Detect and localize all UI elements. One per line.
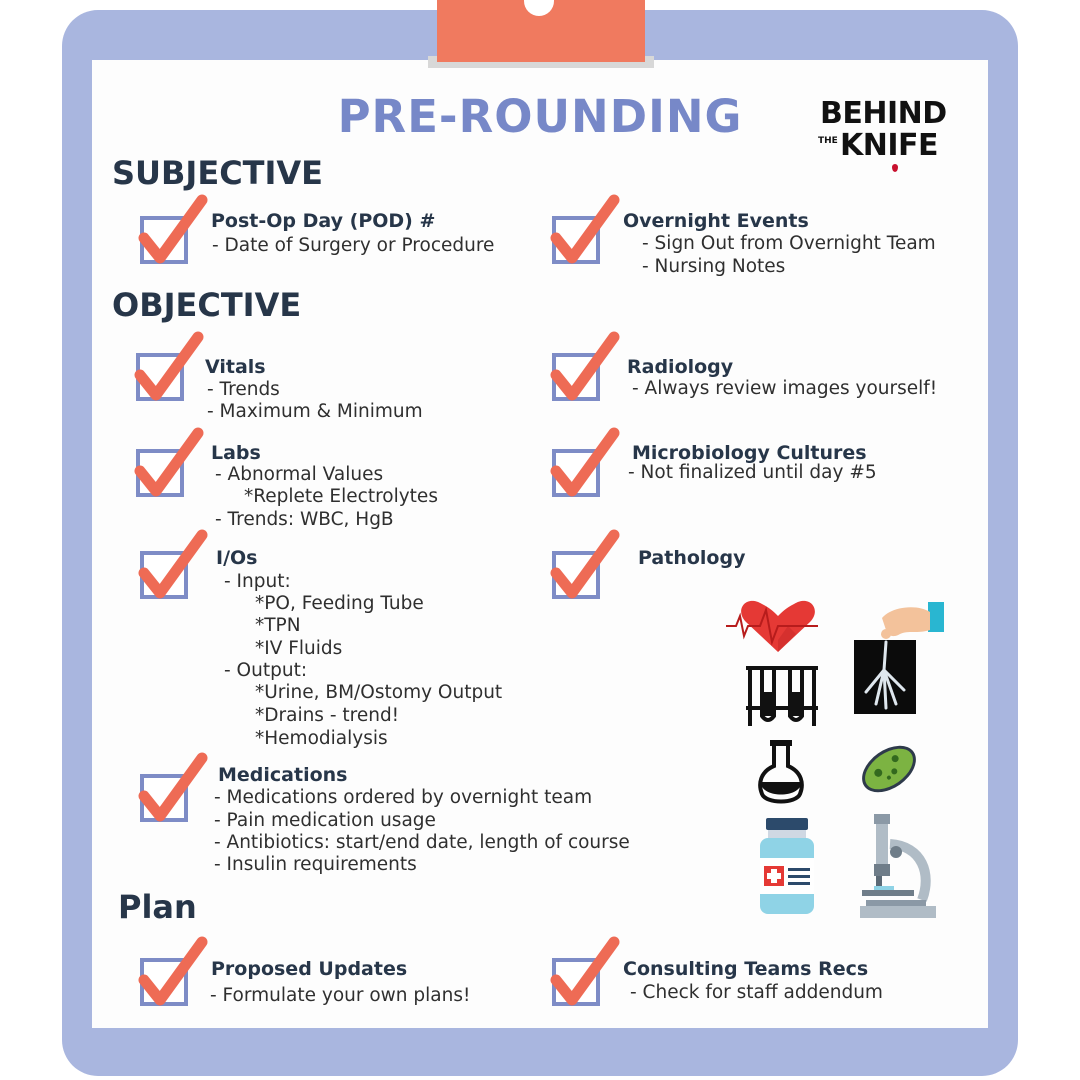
item-detail-line: - Output:: [224, 660, 308, 681]
item-detail-line: - Medications ordered by overnight team: [214, 787, 593, 808]
item-detail-line: *TPN: [255, 615, 301, 636]
item-detail-line: - Not finalized until day #5: [628, 462, 877, 483]
bacteria-icon: [856, 736, 922, 802]
checkmark-icon: [550, 427, 620, 499]
item-heading-radiology: Radiology: [627, 356, 734, 378]
checkmark-icon: [550, 529, 620, 601]
checkmark-icon: [138, 936, 208, 1008]
item-detail-line: - Sign Out from Overnight Team: [642, 233, 936, 254]
checkmark-icon: [138, 529, 208, 601]
item-detail-line: - Nursing Notes: [642, 256, 786, 277]
item-heading-overnight: Overnight Events: [623, 210, 809, 232]
item-detail-line: - Trends: [207, 379, 280, 400]
item-heading-vitals: Vitals: [205, 356, 266, 378]
item-heading-proposed: Proposed Updates: [211, 958, 408, 980]
item-heading-pathology: Pathology: [638, 547, 746, 569]
medicine-bottle-icon: [758, 818, 816, 914]
item-detail-line: *IV Fluids: [255, 638, 343, 659]
checkmark-icon: [138, 752, 208, 824]
page-title: PRE-ROUNDING: [337, 90, 743, 143]
item-detail-line: *Drains - trend!: [255, 705, 400, 726]
item-detail-line: *Urine, BM/Ostomy Output: [255, 682, 503, 703]
item-heading-pod: Post-Op Day (POD) #: [211, 210, 436, 232]
section-objective: OBJECTIVE: [112, 286, 302, 324]
item-detail-line: - Trends: WBC, HgB: [215, 509, 394, 530]
item-detail-line: - Check for staff addendum: [630, 982, 883, 1003]
item-heading-ios: I/Os: [216, 547, 258, 569]
section-subjective: SUBJECTIVE: [112, 154, 324, 192]
clipboard-paper: [92, 60, 988, 1028]
section-plan: Plan: [118, 888, 197, 926]
checkmark-icon: [138, 194, 208, 266]
checkmark-icon: [550, 936, 620, 1008]
item-heading-labs: Labs: [211, 442, 261, 464]
flask-icon: [756, 738, 806, 808]
behind-the-knife-logo: [818, 96, 958, 168]
item-detail-line: - Input:: [224, 571, 291, 592]
xray-hand-icon: [852, 600, 948, 716]
item-detail-line: - Abnormal Values: [215, 464, 384, 485]
checkmark-icon: [134, 331, 204, 403]
item-heading-consulting: Consulting Teams Recs: [623, 958, 869, 980]
item-detail-line: *PO, Feeding Tube: [255, 593, 424, 614]
item-detail-line: - Always review images yourself!: [632, 378, 938, 399]
item-heading-micro: Microbiology Cultures: [632, 442, 867, 464]
checkmark-icon: [550, 194, 620, 266]
logo-top-word: BEHIND: [820, 96, 947, 131]
checkmark-icon: [550, 331, 620, 403]
microscope-icon: [860, 814, 938, 918]
item-detail-line: - Pain medication usage: [214, 810, 436, 831]
logo-small-word: THE: [818, 136, 838, 146]
item-detail-line: - Date of Surgery or Procedure: [212, 235, 495, 256]
item-detail-line: - Insulin requirements: [214, 854, 417, 875]
item-detail-line: - Maximum & Minimum: [207, 401, 423, 422]
heart-ekg-icon: [726, 596, 818, 656]
logo-bottom-word: KNIFE: [840, 128, 939, 163]
item-detail-line: - Formulate your own plans!: [210, 985, 471, 1006]
item-detail-line: *Replete Electrolytes: [244, 486, 438, 507]
item-heading-medications: Medications: [218, 764, 348, 786]
test-tubes-icon: [744, 664, 820, 728]
checkmark-icon: [134, 427, 204, 499]
item-detail-line: *Hemodialysis: [255, 728, 388, 749]
item-detail-line: - Antibiotics: start/end date, length of course: [214, 832, 630, 853]
